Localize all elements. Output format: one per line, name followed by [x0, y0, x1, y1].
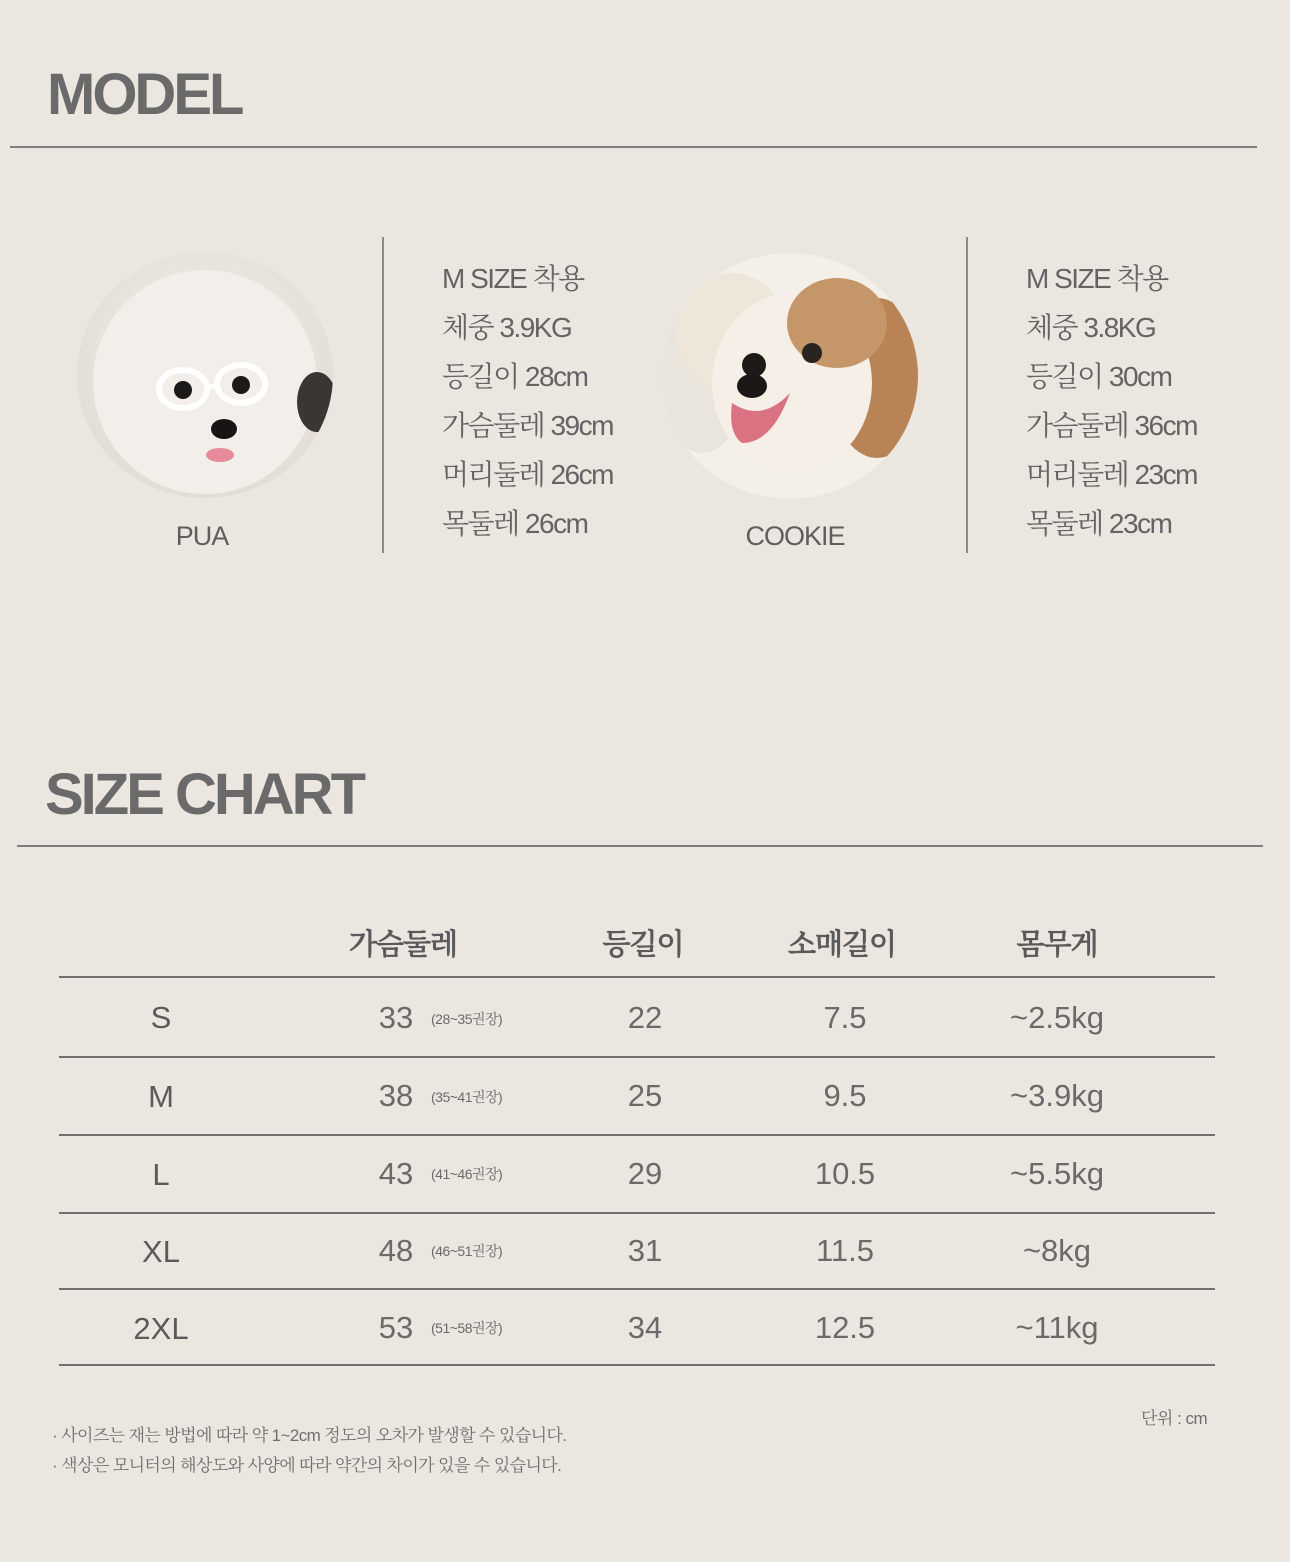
cookie-spec-size: M SIZE 착용	[1026, 263, 1168, 294]
chest-value: 48	[378, 1233, 414, 1268]
sleeve-length-value: 12.5	[814, 1310, 876, 1345]
sleeve-length-value: 10.5	[814, 1156, 876, 1191]
back-length-value: 34	[627, 1310, 663, 1345]
cookie-spec-head: 머리둘레 23cm	[1026, 459, 1197, 490]
footnote-measurement: · 사이즈는 재는 방법에 따라 약 1~2cm 정도의 오차가 발생할 수 있습니다.	[52, 1426, 567, 1445]
back-length-value: 25	[627, 1078, 663, 1113]
size-label: XL	[142, 1234, 180, 1269]
header-chest: 가슴둘레	[348, 929, 458, 961]
weight-value: ~2.5kg	[1010, 1000, 1104, 1035]
back-length-value: 22	[627, 1000, 663, 1035]
pua-spec-neck: 목둘레 26cm	[442, 508, 588, 539]
row-divider	[59, 1212, 1215, 1214]
size-chart-title-divider	[17, 845, 1263, 847]
pua-spec-size: M SIZE 착용	[442, 263, 584, 294]
cookie-spec-list	[1026, 259, 1197, 553]
sleeve-length-value: 9.5	[823, 1078, 867, 1113]
pua-spec-weight: 체중 3.9KG	[442, 312, 572, 343]
back-length-value: 31	[627, 1233, 663, 1268]
cookie-spec-weight: 체중 3.8KG	[1026, 312, 1156, 343]
row-divider	[59, 1056, 1215, 1058]
model-section-title: MODEL	[47, 62, 242, 127]
chest-range: (46~51권장)	[431, 1243, 503, 1259]
chest-range: (41~46권장)	[431, 1166, 503, 1182]
pua-divider	[382, 237, 384, 553]
pua-spec-head: 머리둘레 26cm	[442, 459, 613, 490]
cookie-spec-neck: 목둘레 23cm	[1026, 508, 1172, 539]
table-header-line	[59, 976, 1215, 978]
header-weight: 몸무게	[1016, 929, 1098, 961]
table-bottom-line	[59, 1364, 1215, 1366]
size-label: M	[148, 1079, 174, 1114]
row-divider	[59, 1134, 1215, 1136]
chest-range: (51~58권장)	[431, 1320, 503, 1336]
cookie-photo	[662, 253, 918, 499]
header-back-length: 등길이	[602, 929, 684, 961]
chest-value: 38	[378, 1078, 414, 1113]
footnote-color: · 색상은 모니터의 해상도와 사양에 따라 약간의 차이가 있을 수 있습니다.	[52, 1456, 562, 1475]
sleeve-length-value: 7.5	[823, 1000, 867, 1035]
back-length-value: 29	[627, 1156, 663, 1191]
chest-range: (28~35권장)	[431, 1011, 503, 1027]
size-label: S	[150, 1000, 172, 1035]
chest-value: 53	[378, 1310, 414, 1345]
pua-photo	[77, 252, 333, 498]
header-sleeve-length: 소매길이	[787, 929, 897, 961]
size-label: 2XL	[133, 1311, 189, 1346]
weight-value: ~5.5kg	[1010, 1156, 1104, 1191]
pua-spec-chest: 가슴둘레 39cm	[442, 410, 613, 441]
row-divider	[59, 1288, 1215, 1290]
cookie-spec-back-length: 등길이 30cm	[1026, 361, 1172, 392]
pua-spec-list	[442, 259, 613, 553]
cookie-divider	[966, 237, 968, 553]
unit-label: 단위 : cm	[1141, 1409, 1208, 1428]
pua-spec-back-length: 등길이 28cm	[442, 361, 588, 392]
size-label: L	[152, 1157, 170, 1192]
chest-value: 43	[378, 1156, 414, 1191]
weight-value: ~8kg	[1022, 1233, 1092, 1268]
chest-range: (35~41권장)	[431, 1089, 503, 1105]
model-title-divider	[10, 146, 1257, 148]
pua-name: PUA	[175, 521, 229, 551]
cookie-spec-chest: 가슴둘레 36cm	[1026, 410, 1197, 441]
chest-value: 33	[378, 1000, 414, 1035]
weight-value: ~3.9kg	[1010, 1078, 1104, 1113]
weight-value: ~11kg	[1015, 1310, 1099, 1345]
cookie-name: COOKIE	[745, 521, 845, 551]
size-chart-title: SIZE CHART	[45, 762, 363, 827]
sleeve-length-value: 11.5	[815, 1233, 875, 1268]
